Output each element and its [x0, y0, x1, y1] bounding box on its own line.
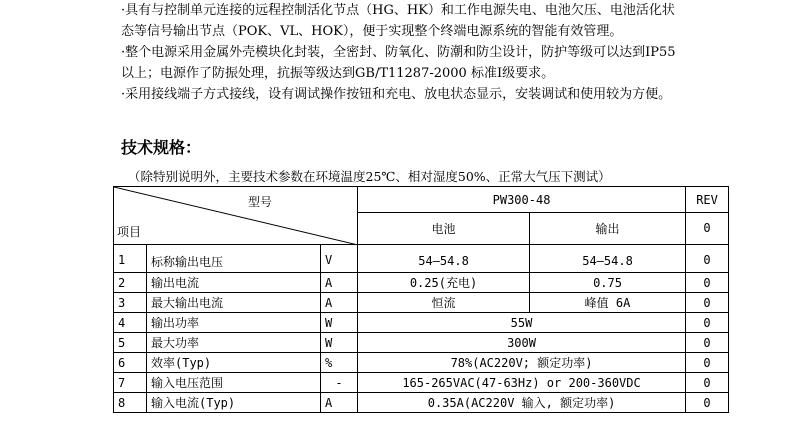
section-title: 技术规格： — [121, 138, 202, 157]
feature-paragraph-1: ·具有与控制单元连接的远程控制活化节点（HG、HK）和工作电源失电、电池欠压、电池活化状态等信号输出节点（POK、VL、HOK），便于实现整个终端电源系统的智能有效管理。 — [121, 3, 675, 39]
battery-value: 0.25(充电) — [358, 273, 530, 293]
rev-value: 0 — [686, 273, 729, 293]
table-row — [114, 245, 729, 273]
row-name: 标称输出电压 — [147, 245, 321, 273]
row-name: 输出电流 — [147, 273, 321, 293]
row-number: 1 — [114, 245, 147, 273]
model-label: 型号 — [248, 195, 273, 209]
row-unit: W — [321, 333, 358, 353]
merged-value: 300W — [358, 333, 686, 353]
table-row — [114, 373, 729, 393]
row-number: 7 — [114, 373, 147, 393]
output-value: 0.75 — [530, 273, 686, 293]
row-number: 6 — [114, 353, 147, 373]
row-name: 输入电流(Typ) — [147, 393, 321, 413]
merged-value: 0.35A(AC220V 输入, 额定功率) — [358, 393, 686, 413]
rev-value: 0 — [686, 245, 729, 273]
diagonal-line — [114, 187, 358, 245]
row-unit: V — [321, 245, 358, 273]
output-column-header: 输出 — [530, 213, 686, 245]
row-unit: - — [321, 373, 358, 393]
table-row — [114, 353, 729, 373]
rev-header: REV — [686, 187, 729, 213]
rev-value: 0 — [686, 393, 729, 413]
rev-value: 0 — [686, 293, 729, 313]
feature-paragraph-2: ·整个电源采用金属外壳模块化封装，全密封、防氧化、防潮和防尘设计，防护等级可以达到IP55 以上；电源作了防振处理，抗振等级达到GB/T11287-2000 标准Ⅰ级要求。 — [121, 45, 676, 81]
row-number: 8 — [114, 393, 147, 413]
row-name: 最大输出电流 — [147, 293, 321, 313]
rev-value: 0 — [686, 353, 729, 373]
output-value: 峰值 6A — [530, 293, 686, 313]
rev-value: 0 — [686, 213, 729, 245]
merged-value: 78%(AC220V; 额定功率) — [358, 353, 686, 373]
feature-paragraph-3: ·采用接线端子方式接线，设有调试操作按钮和充电、放电状态显示，安装调试和使用较为方便。 — [121, 87, 672, 102]
row-unit: W — [321, 313, 358, 333]
spec-table — [113, 186, 729, 413]
battery-value: 恒流 — [358, 293, 530, 313]
row-name: 效率(Typ) — [147, 353, 321, 373]
row-number: 5 — [114, 333, 147, 353]
test-conditions-note: （除特别说明外，主要技术参数在环境温度25℃、相对湿度50%、正常大气压下测试） — [128, 169, 611, 184]
model-value: PW300-48 — [358, 187, 686, 213]
table-row — [114, 313, 729, 333]
battery-value: 54—54.8 — [358, 245, 530, 273]
row-number: 4 — [114, 313, 147, 333]
row-unit: A — [321, 273, 358, 293]
row-number: 3 — [114, 293, 147, 313]
row-unit: A — [321, 393, 358, 413]
output-value: 54—54.8 — [530, 245, 686, 273]
rev-value: 0 — [686, 373, 729, 393]
row-name: 输入电压范围 — [147, 373, 321, 393]
rev-value: 0 — [686, 333, 729, 353]
table-row — [114, 273, 729, 293]
row-name: 最大功率 — [147, 333, 321, 353]
item-label: 项目 — [117, 225, 142, 239]
table-row — [114, 293, 729, 313]
row-number: 2 — [114, 273, 147, 293]
merged-value: 165-265VAC(47-63Hz) or 200-360VDC — [358, 373, 686, 393]
table-row — [114, 333, 729, 353]
battery-column-header: 电池 — [358, 213, 530, 245]
row-unit: A — [321, 293, 358, 313]
row-unit: % — [321, 353, 358, 373]
header-diagonal-cell — [114, 187, 358, 245]
table-row — [114, 393, 729, 413]
row-name: 输出功率 — [147, 313, 321, 333]
rev-value: 0 — [686, 313, 729, 333]
merged-value: 55W — [358, 313, 686, 333]
